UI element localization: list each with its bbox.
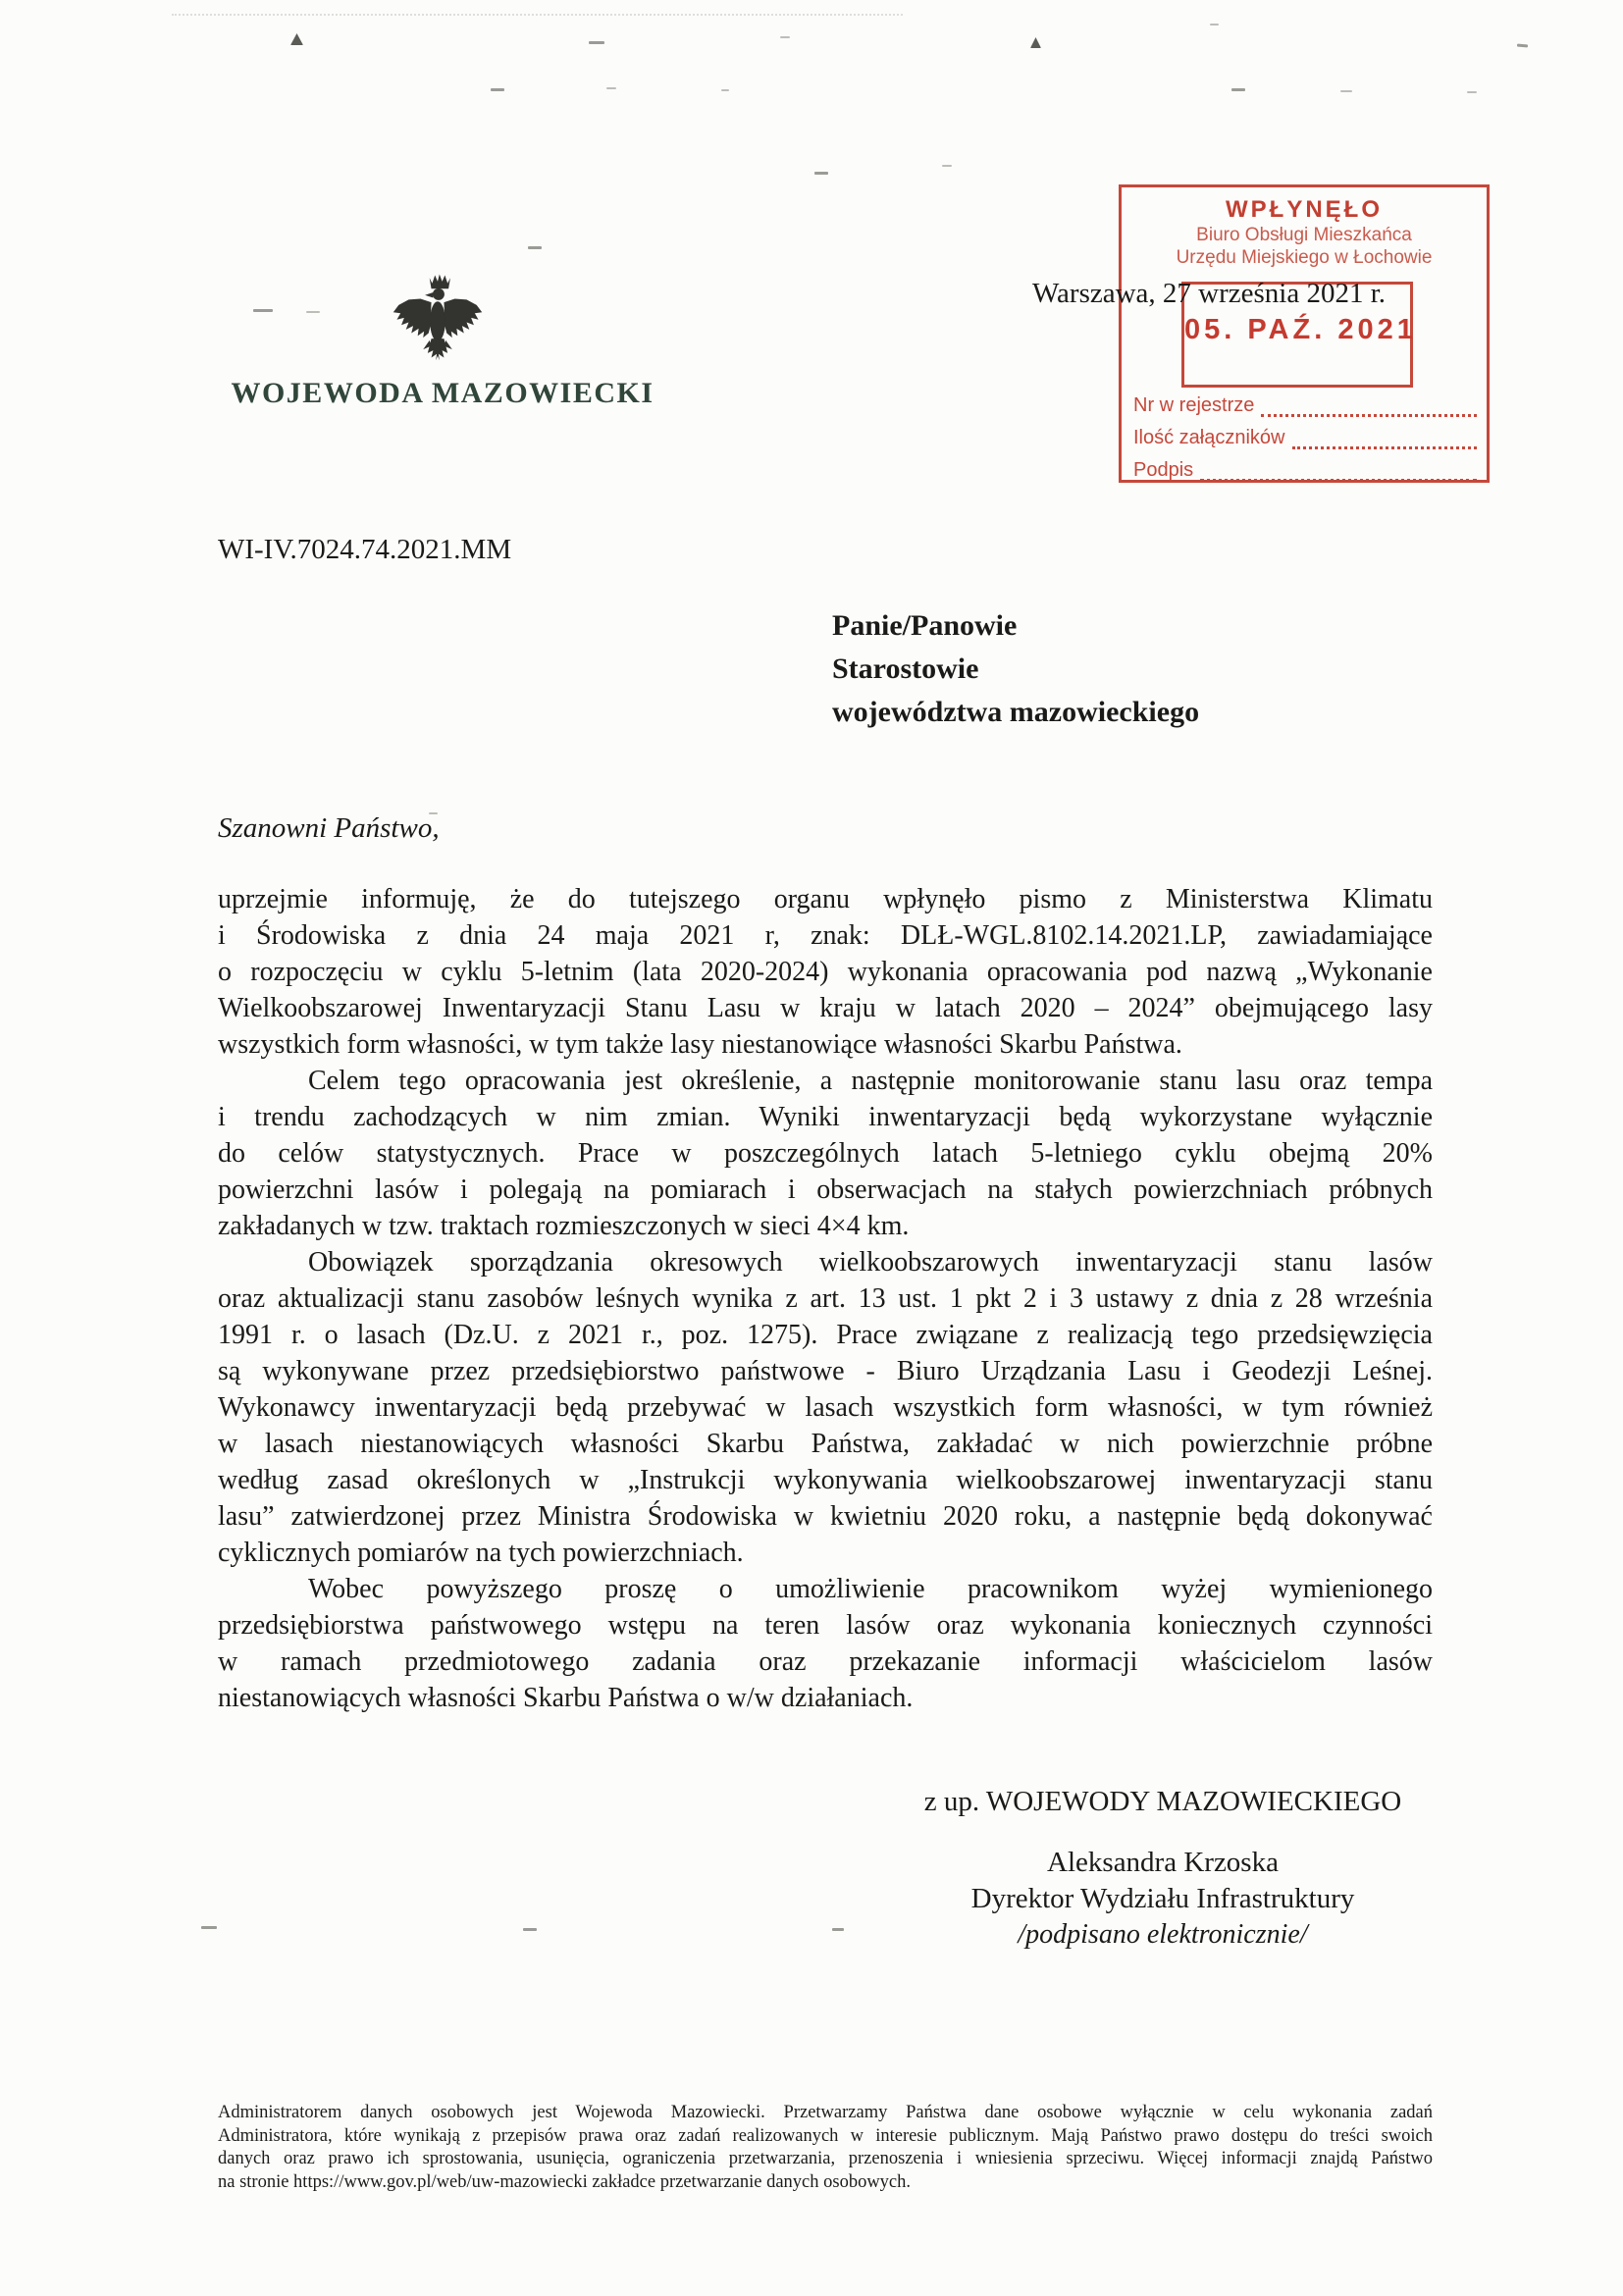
body-line: wszystkich form własności, w tym także lasy niestanowiące własności Skarbu Państwa. (218, 1029, 1182, 1060)
body-line: są wykonywane przez przedsiębiorstwo państwowe - Biuro Urządzania Lasu i Geodezji Leśnej. (218, 1356, 1433, 1386)
polish-eagle-emblem (391, 261, 485, 371)
scan-artifact (1030, 37, 1041, 48)
scan-artifact (1517, 44, 1528, 48)
body-line: uprzejmie informuję, że do tutejszego organu wpłynęło pismo z Ministerstwa Klimatu (218, 884, 1433, 914)
scan-artifact (528, 246, 542, 249)
stamp-field-attachments (1133, 427, 1477, 449)
office-title: WOJEWODA MAZOWIECKI (231, 377, 654, 409)
body-line: oraz aktualizacji stanu zasobów leśnych wynika z art. 13 ust. 1 pkt 2 i 3 ustawy z dnia z 28 września (218, 1283, 1433, 1314)
scan-artifact (172, 14, 903, 16)
received-stamp (1119, 184, 1490, 483)
scan-artifact (290, 33, 303, 45)
scan-artifact (1210, 24, 1219, 26)
scan-artifact (606, 87, 616, 89)
letter-body (218, 881, 1433, 1716)
stamp-received-label: WPŁYNĘŁO (1226, 196, 1383, 223)
body-line: niestanowiących własności Skarbu Państwa o w/w działaniach. (218, 1683, 914, 1713)
dotted-line (1200, 464, 1477, 482)
body-line: i Środowiska z dnia 24 maja 2021 r, znak: DLŁ-WGL.8102.14.2021.LP, zawiadamiające (218, 920, 1433, 951)
addressee-line: województwa mazowieckiego (832, 696, 1200, 728)
dotted-line (1292, 432, 1477, 449)
body-line: 1991 r. o lasach (Dz.U. z 2021 r., poz. 1275). Prace związane z realizacją tego przedsięwzięcia (218, 1320, 1433, 1350)
stamp-date: 05. PAŹ. 2021 (1184, 314, 1417, 345)
scan-artifact (814, 172, 828, 175)
body-line: cyklicznych pomiarów na tych powierzchniach. (218, 1538, 744, 1568)
stamp-fields (1133, 394, 1477, 492)
addressee-block (832, 604, 1199, 734)
scan-artifact (1340, 90, 1352, 92)
footer-line: na stronie https://www.gov.pl/web/uw-mazowiecki zakładce przetwarzanie danych osobowych. (218, 2171, 912, 2192)
body-line: o rozpoczęciu w cyklu 5-letnim (lata 2020-2024) wykonania opracowania pod nazwą „Wykonanie (218, 957, 1433, 987)
stamp-field-label: Ilość załączników (1133, 427, 1285, 448)
stamp-office-line2: Urzędu Miejskiego w Łochowie (1176, 247, 1433, 268)
scan-artifact (523, 1928, 537, 1931)
body-line: i trendu zachodzących w nim zmian. Wyniki inwentaryzacji będą wykorzystane wyłącznie (218, 1102, 1433, 1132)
signature-name: Aleksandra Krzoska (1047, 1847, 1279, 1878)
stamp-field-signature (1133, 459, 1477, 482)
footer-line: Administratora, które wynikają z przepisów prawa oraz zadań realizowanych w interesie publicznym. Mają Państwo prawo dostępu do treści swoich (218, 2125, 1433, 2146)
stamp-field-label: Podpis (1133, 459, 1194, 481)
footer-line: Administratorem danych osobowych jest Wojewoda Mazowiecki. Przetwarzamy Państwa dane osobowe wyłącznie w celu wykonania zadań (218, 2103, 1433, 2122)
scan-artifact (1467, 91, 1477, 93)
body-line: Celem tego opracowania jest określenie, a następnie monitorowanie stanu lasu oraz tempa (308, 1066, 1433, 1096)
scan-artifact (491, 88, 504, 91)
scan-artifact (253, 309, 273, 312)
footer-line: danych oraz prawo ich sprostowania, usunięcia, ograniczenia przetwarzania, przenoszenia i wniesienia sprzeciwu. Więcej informacji znajdą Państwo (218, 2149, 1433, 2168)
stamp-field-registry (1133, 394, 1477, 417)
addressee-line: Starostowie (832, 652, 979, 685)
body-line: zakładanych w tzw. traktach rozmieszczonych w sieci 4×4 km. (218, 1211, 910, 1241)
body-line: według zasad określonych w „Instrukcji wykonywania wielkoobszarowej inwentaryzacji stanu (218, 1465, 1433, 1495)
body-line: powierzchni lasów i polegają na pomiarach i obserwacjach na stałych powierzchniach próbnych (218, 1174, 1433, 1205)
dotted-line (1261, 399, 1477, 417)
body-line: Obowiązek sporządzania okresowych wielkoobszarowych inwentaryzacji stanu lasów (308, 1247, 1433, 1278)
body-line: lasu” zatwierdzonej przez Ministra Środowiska w kwietniu 2020 roku, a następnie będą dokonywać (218, 1501, 1433, 1532)
place-and-date: Warszawa, 27 września 2021 r. (1032, 278, 1387, 309)
stamp-field-label: Nr w rejestrze (1133, 394, 1255, 416)
body-line: Wielkoobszarowej Inwentaryzacji Stanu Lasu w kraju w latach 2020 – 2024” obejmującego lasy (218, 993, 1433, 1023)
salutation: Szanowni Państwo, (218, 812, 440, 844)
scan-artifact (832, 1928, 844, 1931)
signature-authority: z up. WOJEWODY MAZOWIECKIEGO (923, 1786, 1402, 1817)
scan-artifact (1231, 88, 1245, 91)
gdpr-footer (218, 2102, 1433, 2194)
stamp-office-line1: Biuro Obsługi Mieszkańca (1196, 225, 1412, 245)
scan-artifact (780, 36, 790, 38)
scan-artifact (201, 1926, 217, 1929)
addressee-line: Panie/Panowie (832, 609, 1018, 642)
body-line: przedsiębiorstwa państwowego wstępu na teren lasów oraz wykonania koniecznych czynności (218, 1610, 1433, 1641)
scan-artifact (721, 89, 729, 91)
body-line: Wykonawcy inwentaryzacji będą przebywać w lasach wszystkich form własności, w tym również (218, 1392, 1433, 1423)
signature-electronic-note: /podpisano elektronicznie/ (1018, 1919, 1308, 1950)
body-line: w ramach przedmiotowego zadania oraz przekazanie informacji właścicielom lasów (218, 1646, 1433, 1677)
case-reference-number: WI-IV.7024.74.2021.MM (218, 534, 512, 565)
scan-artifact (589, 41, 604, 44)
body-line: w lasach niestanowiących własności Skarbu Państwa, zakładać w nich powierzchnie próbne (218, 1429, 1433, 1459)
body-line: Wobec powyższego proszę o umożliwienie pracownikom wyżej wymienionego (308, 1574, 1433, 1604)
signature-title: Dyrektor Wydziału Infrastruktury (970, 1883, 1355, 1914)
scan-artifact (306, 311, 320, 313)
body-line: do celów statystycznych. Prace w poszczególnych latach 5-letniego cyklu obejmą 20% (218, 1138, 1433, 1169)
scan-artifact (942, 165, 952, 167)
